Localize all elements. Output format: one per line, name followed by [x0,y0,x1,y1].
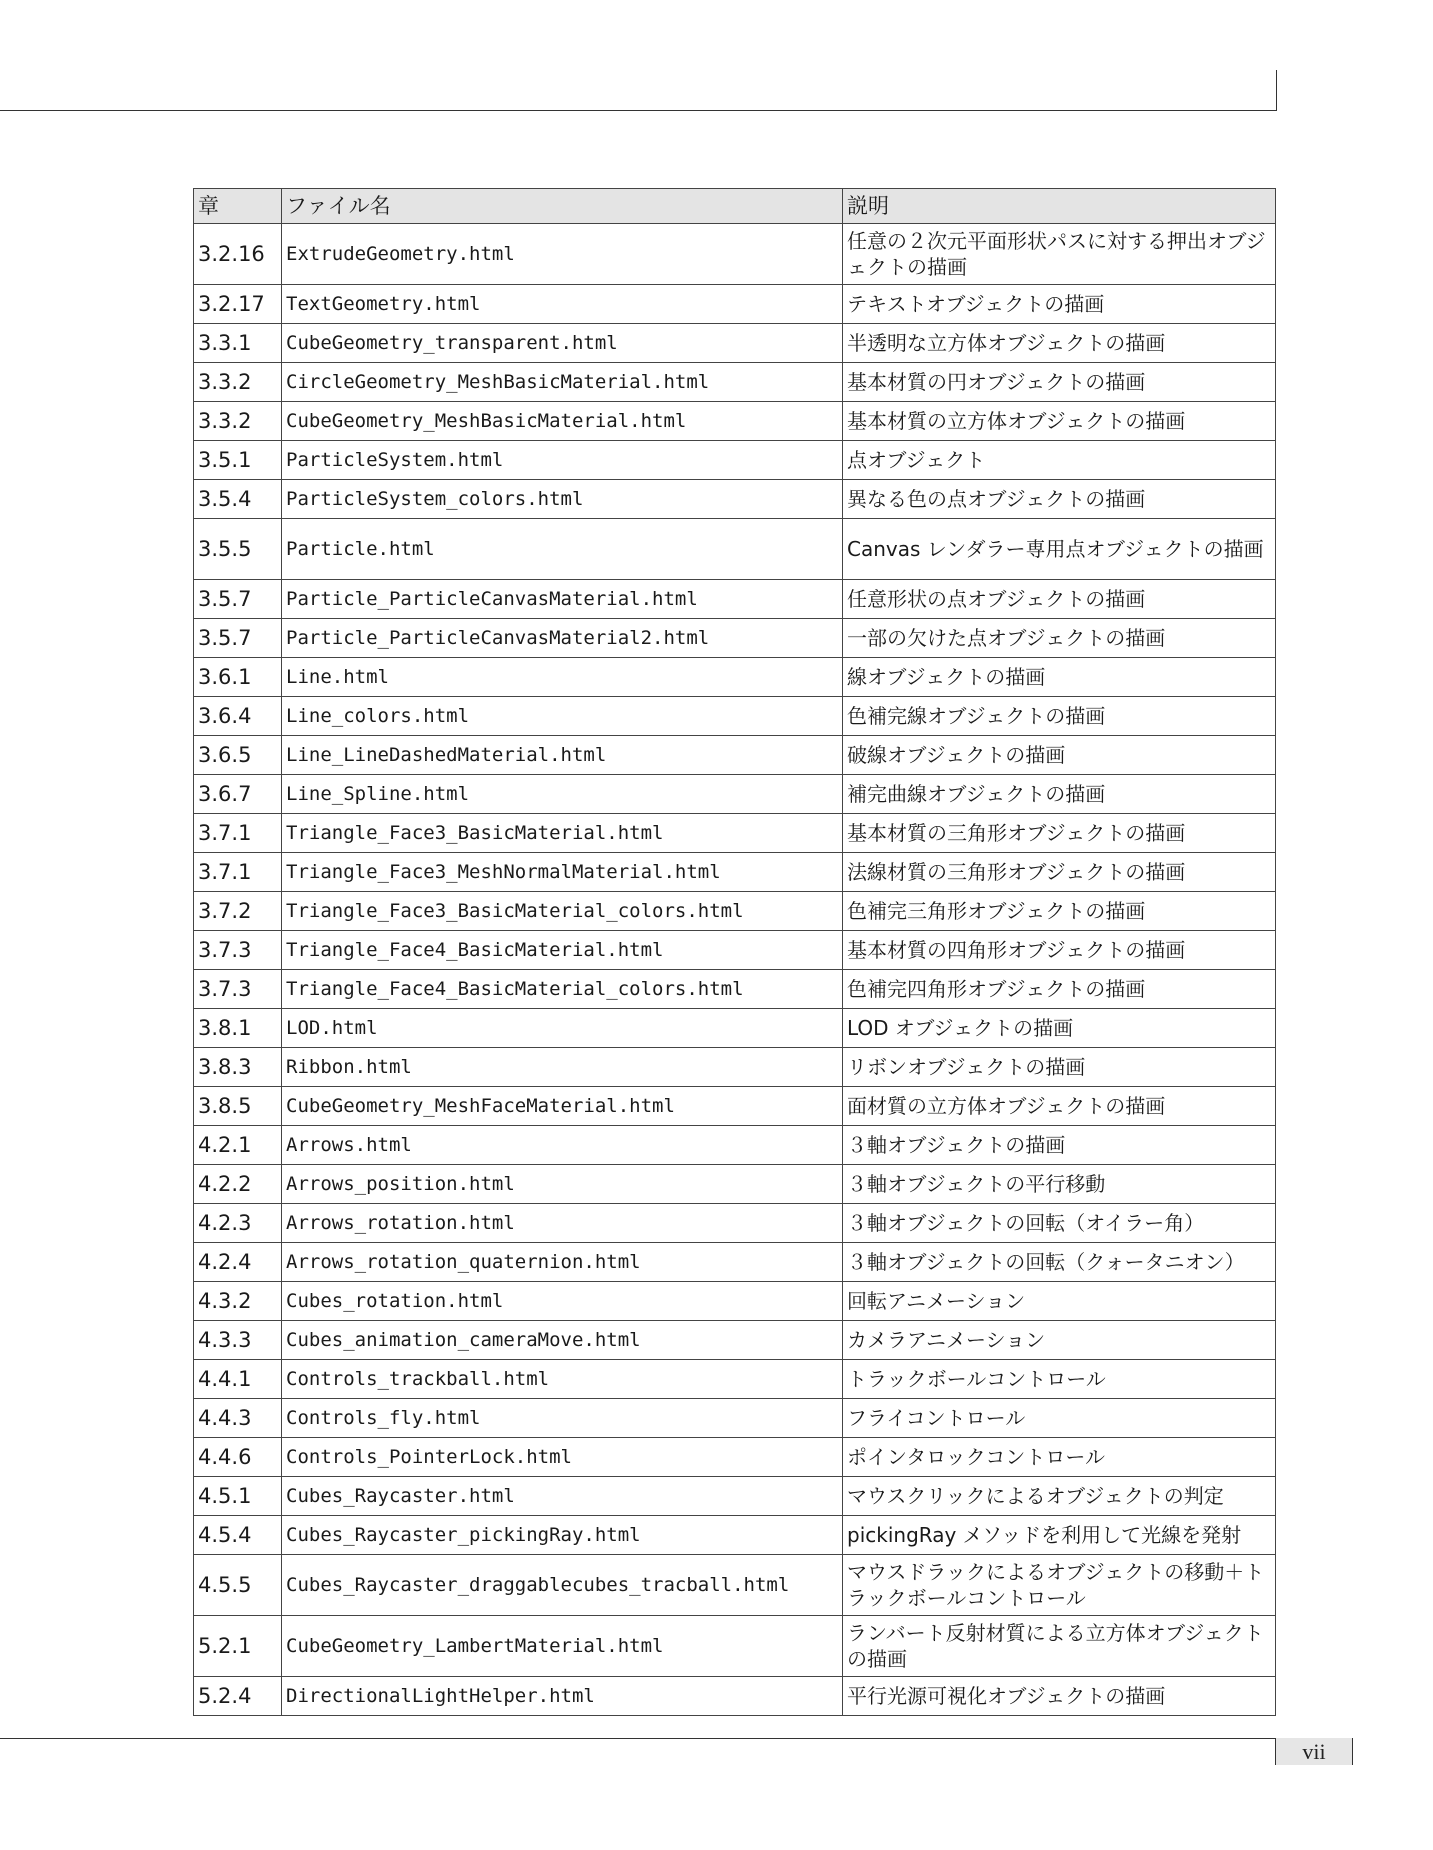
table-row [194,619,1276,658]
chapter-cell: 4.3.2 [194,1282,282,1321]
table-row [194,853,1276,892]
table-row [194,736,1276,775]
chapter-cell: 4.4.6 [194,1438,282,1477]
chapter-cell: 4.5.1 [194,1477,282,1516]
header-description: 説明 [843,189,1276,224]
file-name-cell: TextGeometry.html [282,285,843,324]
description-cell: 基本材質の四角形オブジェクトの描画 [843,931,1276,970]
file-name-cell: CubeGeometry_MeshBasicMaterial.html [282,402,843,441]
table-row [194,970,1276,1009]
chapter-cell: 4.2.3 [194,1204,282,1243]
table-row [194,1360,1276,1399]
file-name-cell: Cubes_Raycaster_pickingRay.html [282,1516,843,1555]
description-cell: Canvas レンダラー専用点オブジェクトの描画 [843,519,1276,580]
description-cell: 色補完線オブジェクトの描画 [843,697,1276,736]
table-row [194,441,1276,480]
chapter-cell: 3.6.4 [194,697,282,736]
description-cell: マウスクリックによるオブジェクトの判定 [843,1477,1276,1516]
header-file-name: ファイル名 [282,189,843,224]
chapter-cell: 5.2.4 [194,1677,282,1716]
description-cell: 破線オブジェクトの描画 [843,736,1276,775]
table-row [194,1087,1276,1126]
table-body [194,224,1276,1716]
table-row [194,224,1276,285]
description-cell: ３軸オブジェクトの平行移動 [843,1165,1276,1204]
chapter-cell: 3.3.2 [194,402,282,441]
chapter-cell: 4.4.1 [194,1360,282,1399]
header-rule-tick [1276,70,1277,111]
page-number: vii [1275,1738,1353,1765]
table-row [194,892,1276,931]
chapter-cell: 4.2.1 [194,1126,282,1165]
description-cell: ポインタロックコントロール [843,1438,1276,1477]
chapter-cell: 3.5.1 [194,441,282,480]
file-name-cell: Ribbon.html [282,1048,843,1087]
chapter-cell: 4.2.2 [194,1165,282,1204]
description-cell: ３軸オブジェクトの描画 [843,1126,1276,1165]
chapter-cell: 4.4.3 [194,1399,282,1438]
chapter-cell: 3.5.4 [194,480,282,519]
file-name-cell: ExtrudeGeometry.html [282,224,843,285]
description-cell: トラックボールコントロール [843,1360,1276,1399]
chapter-cell: 5.2.1 [194,1616,282,1677]
file-name-cell: Triangle_Face3_BasicMaterial.html [282,814,843,853]
file-name-cell: Particle.html [282,519,843,580]
description-cell: pickingRay メソッドを利用して光線を発射 [843,1516,1276,1555]
file-name-cell: Particle_ParticleCanvasMaterial2.html [282,619,843,658]
description-cell: フライコントロール [843,1399,1276,1438]
description-cell: 回転アニメーション [843,1282,1276,1321]
chapter-cell: 3.6.1 [194,658,282,697]
file-name-cell: Line_LineDashedMaterial.html [282,736,843,775]
description-cell: 一部の欠けた点オブジェクトの描画 [843,619,1276,658]
table-row [194,1616,1276,1677]
chapter-cell: 4.5.4 [194,1516,282,1555]
table-row [194,1126,1276,1165]
file-name-cell: CircleGeometry_MeshBasicMaterial.html [282,363,843,402]
description-cell: テキストオブジェクトの描画 [843,285,1276,324]
table-row [194,1399,1276,1438]
table-row [194,1009,1276,1048]
table-header-row [194,189,1276,224]
file-name-cell: ParticleSystem.html [282,441,843,480]
description-cell: 基本材質の円オブジェクトの描画 [843,363,1276,402]
table-row [194,1282,1276,1321]
description-cell: ３軸オブジェクトの回転（オイラー角） [843,1204,1276,1243]
file-name-cell: DirectionalLightHelper.html [282,1677,843,1716]
table-row [194,1048,1276,1087]
table-row [194,814,1276,853]
chapter-cell: 4.2.4 [194,1243,282,1282]
description-cell: 基本材質の三角形オブジェクトの描画 [843,814,1276,853]
chapter-cell: 3.7.1 [194,853,282,892]
chapter-cell: 3.8.1 [194,1009,282,1048]
chapter-cell: 3.8.3 [194,1048,282,1087]
file-name-cell: Line.html [282,658,843,697]
header-rule [0,110,1277,111]
chapter-cell: 3.7.2 [194,892,282,931]
chapter-cell: 3.3.1 [194,324,282,363]
table-row [194,324,1276,363]
chapter-cell: 3.2.16 [194,224,282,285]
file-name-cell: Controls_PointerLock.html [282,1438,843,1477]
description-cell: 異なる色の点オブジェクトの描画 [843,480,1276,519]
file-name-cell: Arrows_rotation.html [282,1204,843,1243]
file-name-cell: CubeGeometry_MeshFaceMaterial.html [282,1087,843,1126]
file-name-cell: Line_Spline.html [282,775,843,814]
chapter-cell: 3.7.1 [194,814,282,853]
description-cell: 線オブジェクトの描画 [843,658,1276,697]
file-name-cell: Cubes_animation_cameraMove.html [282,1321,843,1360]
file-name-cell: CubeGeometry_transparent.html [282,324,843,363]
description-cell: リボンオブジェクトの描画 [843,1048,1276,1087]
table-row [194,363,1276,402]
table-row [194,775,1276,814]
table-row [194,1438,1276,1477]
table-row [194,285,1276,324]
file-name-cell: Arrows_rotation_quaternion.html [282,1243,843,1282]
file-name-cell: Triangle_Face3_MeshNormalMaterial.html [282,853,843,892]
chapter-cell: 3.2.17 [194,285,282,324]
chapter-cell: 3.6.5 [194,736,282,775]
chapter-cell: 4.3.3 [194,1321,282,1360]
table-row [194,1477,1276,1516]
table-row [194,402,1276,441]
table-row [194,697,1276,736]
table-row [194,1321,1276,1360]
description-cell: 法線材質の三角形オブジェクトの描画 [843,853,1276,892]
table-row [194,1516,1276,1555]
file-name-cell: CubeGeometry_LambertMaterial.html [282,1616,843,1677]
file-list-table [193,188,1276,1716]
chapter-cell: 3.7.3 [194,931,282,970]
chapter-cell: 3.7.3 [194,970,282,1009]
chapter-cell: 3.6.7 [194,775,282,814]
file-name-cell: ParticleSystem_colors.html [282,480,843,519]
table-row [194,580,1276,619]
description-cell: 任意の２次元平面形状パスに対する押出オブジェクトの描画 [843,224,1276,285]
chapter-cell: 3.5.5 [194,519,282,580]
header-chapter: 章 [194,189,282,224]
description-cell: 平行光源可視化オブジェクトの描画 [843,1677,1276,1716]
file-name-cell: Triangle_Face4_BasicMaterial.html [282,931,843,970]
table-row [194,931,1276,970]
file-name-cell: Controls_trackball.html [282,1360,843,1399]
table-row [194,1165,1276,1204]
table-row [194,480,1276,519]
description-cell: 半透明な立方体オブジェクトの描画 [843,324,1276,363]
description-cell: ３軸オブジェクトの回転（クォータニオン） [843,1243,1276,1282]
description-cell: 色補完四角形オブジェクトの描画 [843,970,1276,1009]
chapter-cell: 3.8.5 [194,1087,282,1126]
description-cell: マウスドラックによるオブジェクトの移動＋トラックボールコントロール [843,1555,1276,1616]
file-name-cell: Controls_fly.html [282,1399,843,1438]
file-name-cell: Arrows_position.html [282,1165,843,1204]
chapter-cell: 3.5.7 [194,580,282,619]
file-name-cell: Line_colors.html [282,697,843,736]
description-cell: LOD オブジェクトの描画 [843,1009,1276,1048]
description-cell: ランバート反射材質による立方体オブジェクトの描画 [843,1616,1276,1677]
description-cell: 補完曲線オブジェクトの描画 [843,775,1276,814]
table-row [194,658,1276,697]
table-row [194,1243,1276,1282]
file-name-cell: Particle_ParticleCanvasMaterial.html [282,580,843,619]
chapter-cell: 3.3.2 [194,363,282,402]
description-cell: 基本材質の立方体オブジェクトの描画 [843,402,1276,441]
chapter-cell: 3.5.7 [194,619,282,658]
chapter-cell: 4.5.5 [194,1555,282,1616]
description-cell: 任意形状の点オブジェクトの描画 [843,580,1276,619]
table-row [194,1204,1276,1243]
file-name-cell: Arrows.html [282,1126,843,1165]
description-cell: 色補完三角形オブジェクトの描画 [843,892,1276,931]
file-name-cell: Cubes_Raycaster_draggablecubes_tracball.html [282,1555,843,1616]
file-name-cell: Cubes_rotation.html [282,1282,843,1321]
table-row [194,1677,1276,1716]
description-cell: 面材質の立方体オブジェクトの描画 [843,1087,1276,1126]
file-name-cell: LOD.html [282,1009,843,1048]
table-row [194,519,1276,580]
file-name-cell: Cubes_Raycaster.html [282,1477,843,1516]
table-row [194,1555,1276,1616]
description-cell: 点オブジェクト [843,441,1276,480]
file-name-cell: Triangle_Face4_BasicMaterial_colors.html [282,970,843,1009]
footer-rule [0,1738,1352,1739]
file-name-cell: Triangle_Face3_BasicMaterial_colors.html [282,892,843,931]
description-cell: カメラアニメーション [843,1321,1276,1360]
